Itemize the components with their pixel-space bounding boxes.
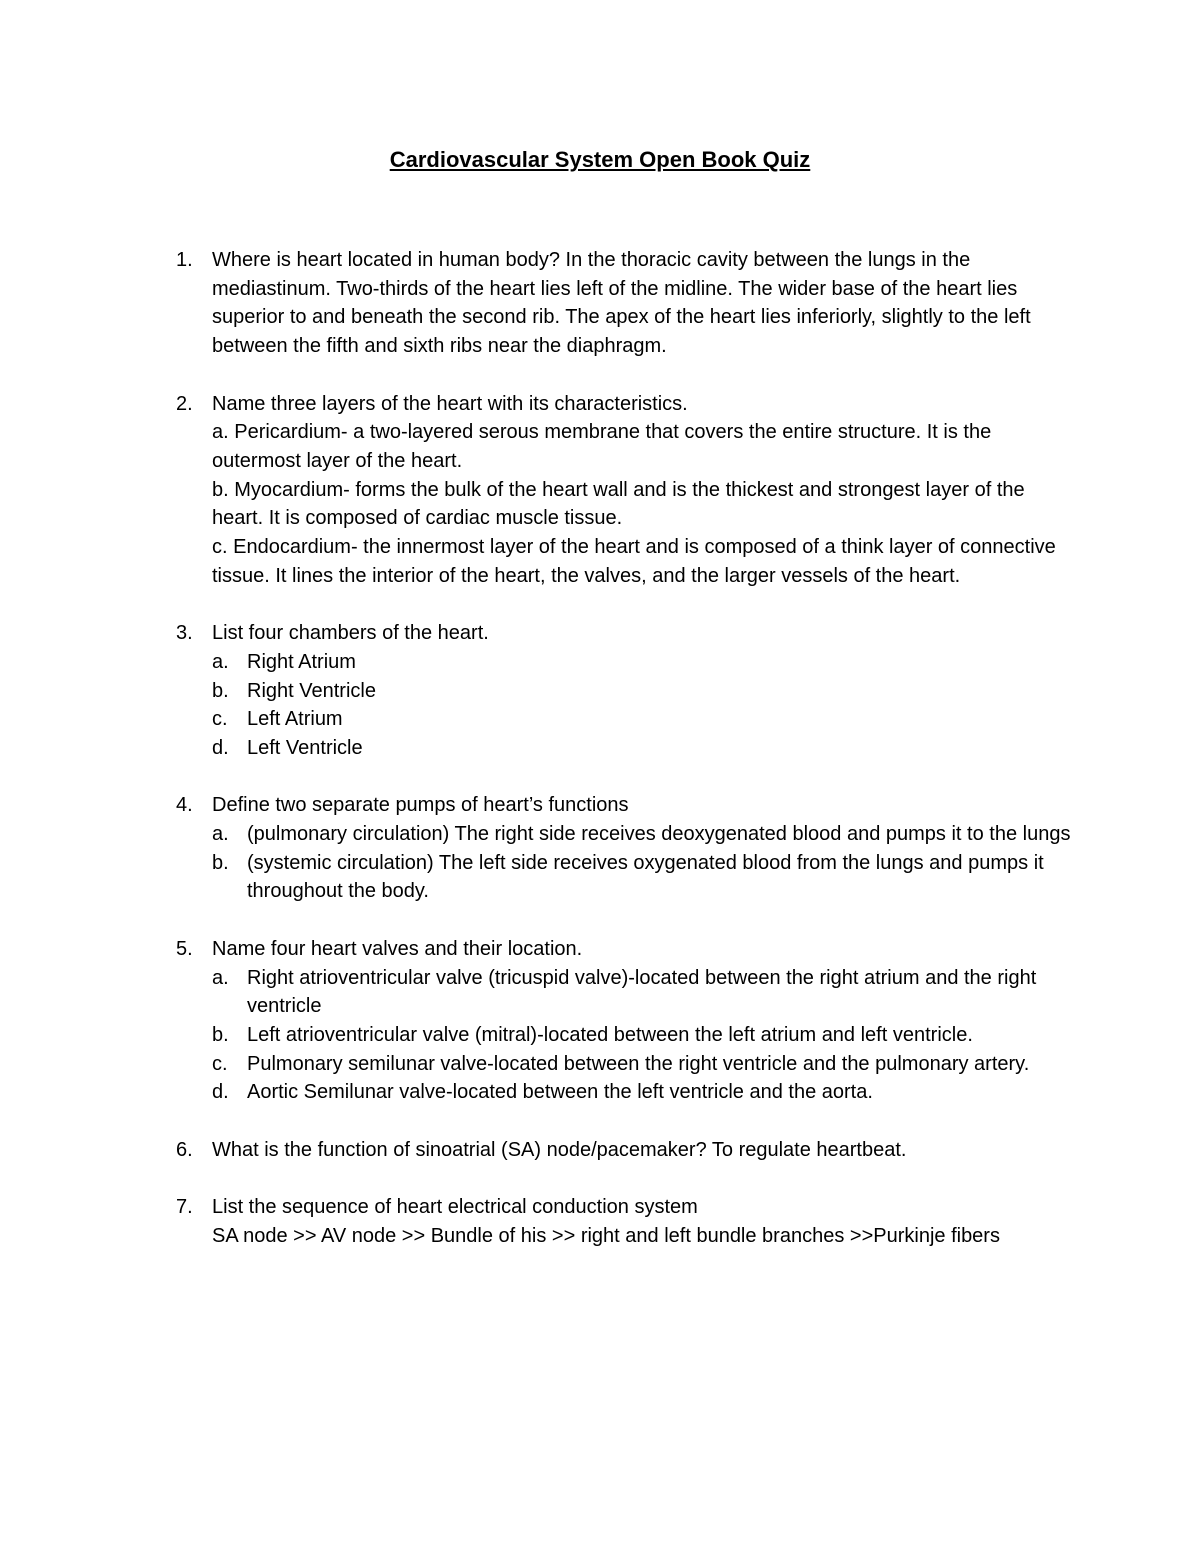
list-item [212,677,1076,706]
question-text: List four chambers of the heart. [212,622,489,645]
list-item-letter: b. [212,851,229,874]
list-item [212,1021,1076,1050]
list-item-text: Right Ventricle [247,679,376,702]
list-item [212,1078,1076,1107]
list-item-letter: a. [212,823,229,846]
list-item-letter: d. [212,1081,229,1104]
list-item-letter: c. [212,708,228,731]
question-text: List the sequence of heart electrical conduction system [212,1196,698,1219]
question-list [176,246,1076,1279]
question-number: 2. [176,392,193,415]
list-item-letter: c. [212,1052,228,1075]
question-text: Define two separate pumps of heart’s functions [212,794,629,817]
list-item [212,734,1076,763]
list-item [212,849,1076,906]
answer-paragraph-pericardium: a. Pericardium- a two-layered serous membrane that covers the entire structure. It is the outermost layer of the heart. [212,421,992,472]
list-item-letter: b. [212,679,229,702]
question-number: 6. [176,1138,193,1161]
list-item [212,705,1076,734]
list-item-letter: d. [212,736,229,759]
question-7 [176,1193,1076,1250]
question-number: 1. [176,249,193,271]
question-1 [176,246,1076,361]
question-text: Name three layers of the heart with its characteristics. [212,392,688,415]
list-item [212,1050,1076,1079]
list-item-letter: a. [212,650,229,673]
answer-list [212,648,1076,763]
page-title: Cardiovascular System Open Book Quiz [389,147,811,172]
list-item [212,820,1076,849]
list-item-text: Pulmonary semilunar valve-located between the right ventricle and the pulmonary artery. [247,1052,1030,1075]
list-item-text: Left atrioventricular valve (mitral)-located between the left atrium and left ventricle. [247,1023,973,1046]
list-item-text: (pulmonary circulation) The right side receives deoxygenated blood and pumps it to the lungs [247,823,1071,846]
answer-paragraph-myocardium: b. Myocardium- forms the bulk of the heart wall and is the thickest and strongest layer of the heart. It is composed of cardiac muscle tissue. [212,478,1025,530]
question-text: What is the function of sinoatrial (SA) node/pacemaker? To regulate heartbeat. [212,1138,907,1161]
question-text: Name four heart valves and their location. [212,937,583,960]
list-item-text: Right Atrium [247,650,356,673]
list-item-text: Right atrioventricular valve (tricuspid valve)-located between the right atrium and the right ventricle [247,966,1037,1018]
question-number: 3. [176,622,193,645]
question-number: 4. [176,794,193,817]
list-item-text: Aortic Semilunar valve-located between the left ventricle and the aorta. [247,1081,873,1104]
answer-list [212,964,1076,1108]
question-text: Where is heart located in human body? In the thoracic cavity between the lungs in the mediastinum. Two-thirds of the heart lies left of the midline. The wider base of the heart lies superior to and beneath the second rib. The apex of the heart lies inferiorly, slightly to the left between the fifth and sixth ribs near the diaphragm. [212,249,1031,358]
list-item-text: Left Ventricle [247,736,363,759]
question-number: 5. [176,937,193,960]
answer-paragraph-endocardium: c. Endocardium- the innermost layer of the heart and is composed of a think layer of connective tissue. It lines the interior of the heart, the valves, and the larger vessels of the heart. [212,536,1056,587]
list-item [212,964,1076,1021]
question-5 [176,935,1076,1107]
question-6 [176,1136,1076,1165]
list-item-text: (systemic circulation) The left side receives oxygenated blood from the lungs and pumps it throughout the body. [247,851,1044,903]
question-4 [176,791,1076,906]
question-3 [176,619,1076,763]
list-item [212,648,1076,677]
list-item-text: Left Atrium [247,708,343,731]
answer-list [212,820,1076,906]
question-2 [176,390,1076,591]
conduction-sequence-answer: SA node >> AV node >> Bundle of his >> right and left bundle branches >>Purkinje fibers [212,1224,1000,1247]
question-number: 7. [176,1196,193,1219]
list-item-letter: b. [212,1023,229,1046]
list-item-letter: a. [212,966,229,989]
